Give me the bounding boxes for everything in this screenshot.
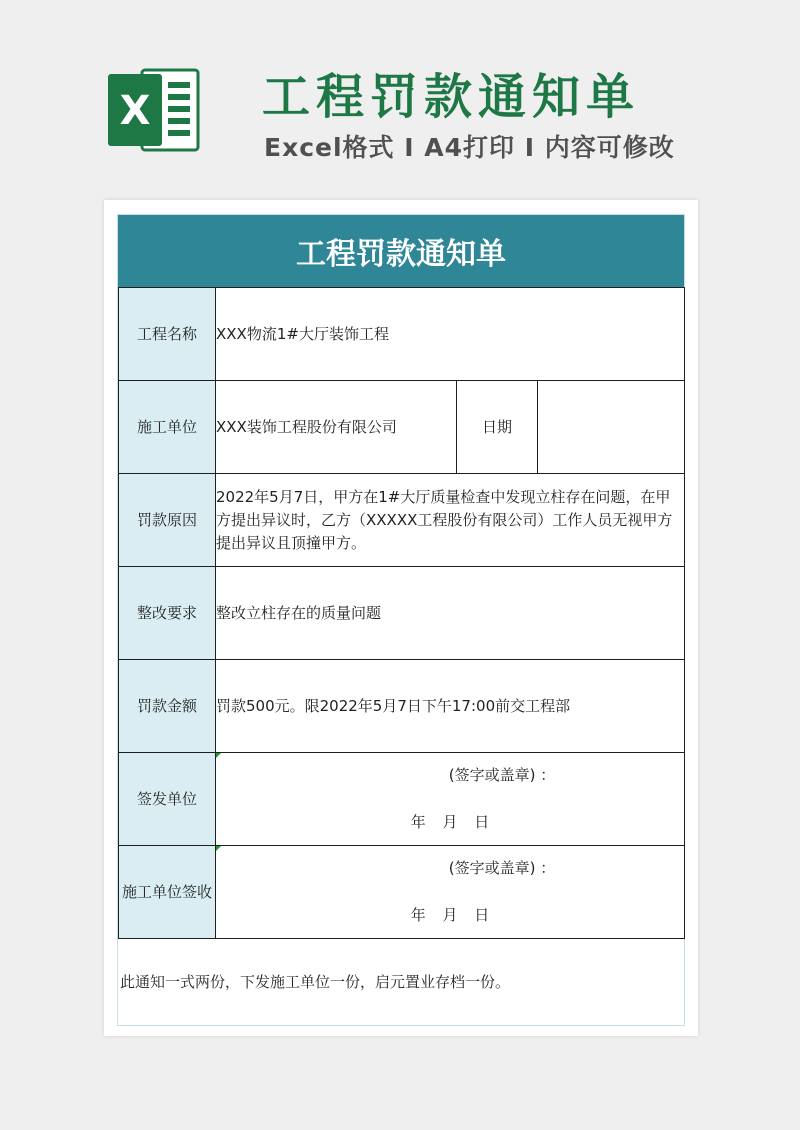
label-rectify-requirement: 整改要求 bbox=[119, 567, 216, 660]
label-receiver: 施工单位签收 bbox=[119, 846, 216, 939]
receiver-date-prompt: 年 月 日 bbox=[410, 906, 490, 924]
issuer-date-prompt: 年 月 日 bbox=[410, 813, 490, 831]
label-contractor: 施工单位 bbox=[119, 381, 216, 474]
receiver-signature-cell[interactable] bbox=[216, 846, 685, 939]
row-receiver bbox=[119, 846, 685, 939]
cell-comment-marker bbox=[216, 846, 221, 851]
value-rectify-requirement[interactable]: 整改立柱存在的质量问题 bbox=[216, 567, 685, 660]
row-amount bbox=[119, 660, 685, 753]
excel-icon bbox=[104, 60, 204, 160]
value-fine-amount[interactable]: 罚款500元。限2022年5月7日下午17:00前交工程部 bbox=[216, 660, 685, 753]
form-banner-title: 工程罚款通知单 bbox=[118, 215, 684, 287]
notice-form-table bbox=[118, 287, 685, 939]
row-issuer bbox=[119, 753, 685, 846]
logo-letter: X bbox=[119, 88, 151, 134]
value-date[interactable] bbox=[538, 381, 685, 474]
label-fine-amount: 罚款金额 bbox=[119, 660, 216, 753]
footer-note: 此通知一式两份，下发施工单位一份，启元置业存档一份。 bbox=[120, 973, 511, 991]
receiver-sign-prompt: (签字或盖章) ： bbox=[448, 859, 556, 877]
label-issuer: 签发单位 bbox=[119, 753, 216, 846]
document-paper bbox=[104, 200, 698, 1036]
value-fine-reason[interactable]: 2022年5月7日，甲方在1#大厅质量检查中发现立柱存在问题，在甲方提出异议时，乙方（XXXXX工程股份有限公司）工作人员无视甲方提出异议且顶撞甲方。 bbox=[216, 474, 685, 567]
cell-comment-marker bbox=[216, 753, 221, 758]
row-rectify bbox=[119, 567, 685, 660]
label-project-name: 工程名称 bbox=[119, 288, 216, 381]
label-date: 日期 bbox=[457, 381, 538, 474]
issuer-sign-prompt: (签字或盖章) ： bbox=[448, 766, 556, 784]
value-project-name[interactable]: XXX物流1#大厅装饰工程 bbox=[216, 288, 685, 381]
row-contractor bbox=[119, 381, 685, 474]
page-title: 工程罚款通知单 bbox=[262, 69, 641, 125]
page-header bbox=[0, 0, 800, 190]
label-fine-reason: 罚款原因 bbox=[119, 474, 216, 567]
page-subtitle: Excel格式 I A4打印 I 内容可修改 bbox=[264, 133, 675, 162]
row-project bbox=[119, 288, 685, 381]
value-contractor[interactable]: XXX装饰工程股份有限公司 bbox=[216, 381, 457, 474]
form-sheet bbox=[117, 214, 685, 1026]
issuer-signature-cell[interactable] bbox=[216, 753, 685, 846]
row-reason bbox=[119, 474, 685, 567]
